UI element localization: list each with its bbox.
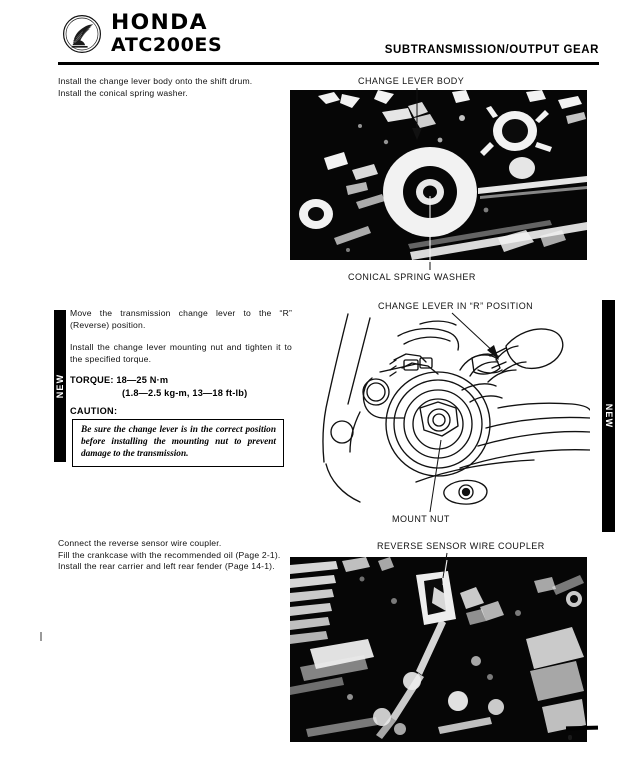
instruction-line: Install the change lever body onto the shift drum. bbox=[58, 76, 253, 86]
honda-wing-emblem-icon bbox=[62, 14, 102, 54]
caption-change-lever-body: CHANGE LEVER BODY bbox=[358, 76, 465, 86]
instruction-paragraph: Install the change lever mounting nut and tighten it to the specified torque. bbox=[70, 342, 292, 364]
caution-text: Be sure the change lever is in the correct position before installing the mounting nut to prevent damage to the transmission. bbox=[81, 425, 276, 459]
caption-change-lever-r-position: CHANGE LEVER IN “R” POSITION bbox=[378, 301, 534, 311]
revision-bar-left bbox=[54, 310, 66, 462]
drawing-content bbox=[320, 312, 590, 512]
instruction-block-install-mounting-nut bbox=[70, 308, 292, 365]
brand-text bbox=[111, 12, 222, 55]
change-lever-assembly-drawing bbox=[320, 312, 590, 512]
instruction-line: Install the conical spring washer. bbox=[58, 87, 188, 98]
caption-reverse-sensor-wire-coupler: REVERSE SENSOR WIRE COUPLER bbox=[377, 541, 545, 551]
caution-box bbox=[72, 419, 284, 467]
revision-label: NEW bbox=[55, 373, 65, 399]
instruction-line: Fill the crankcase with the recommended oil (Page 2-1). bbox=[58, 549, 281, 560]
caution-label: CAUTION: bbox=[70, 406, 118, 416]
change-lever-body-photo bbox=[290, 90, 587, 260]
honda-logo-block bbox=[62, 12, 222, 55]
torque-label: TORQUE: bbox=[70, 375, 114, 385]
brand-name: HONDA bbox=[111, 10, 208, 34]
revision-bar-right bbox=[602, 300, 615, 532]
torque-value-secondary: (1.8—2.5 kg-m, 13—18 ft-lb) bbox=[122, 388, 248, 398]
instruction-block-final-assembly bbox=[58, 538, 286, 573]
torque-value-primary: 18—25 N·m bbox=[116, 375, 169, 385]
model-name: ATC200ES bbox=[111, 34, 223, 56]
instruction-block-install-change-lever-body bbox=[58, 76, 276, 99]
reverse-sensor-wire-coupler-photo bbox=[290, 557, 587, 742]
header-divider bbox=[58, 62, 599, 65]
instruction-paragraph: Move the transmission change lever to the “R” (Reverse) position. bbox=[70, 308, 292, 330]
instruction-line: Connect the reverse sensor wire coupler. bbox=[58, 538, 222, 548]
caption-mount-nut: MOUNT NUT bbox=[392, 514, 450, 524]
scan-artifact-corner bbox=[566, 726, 598, 731]
revision-label: NEW bbox=[603, 403, 614, 429]
scan-artifact-dot bbox=[568, 735, 572, 740]
scan-artifact-edge bbox=[40, 632, 42, 641]
instruction-line: Install the rear carrier and left rear fender (Page 14-1). bbox=[58, 561, 275, 572]
torque-specification bbox=[70, 374, 247, 400]
caption-conical-spring-washer: CONICAL SPRING WASHER bbox=[348, 272, 476, 282]
page-header bbox=[0, 0, 632, 64]
section-title: SUBTRANSMISSION/OUTPUT GEAR bbox=[384, 44, 599, 56]
photo-content bbox=[290, 90, 587, 260]
photo-content bbox=[290, 557, 587, 742]
